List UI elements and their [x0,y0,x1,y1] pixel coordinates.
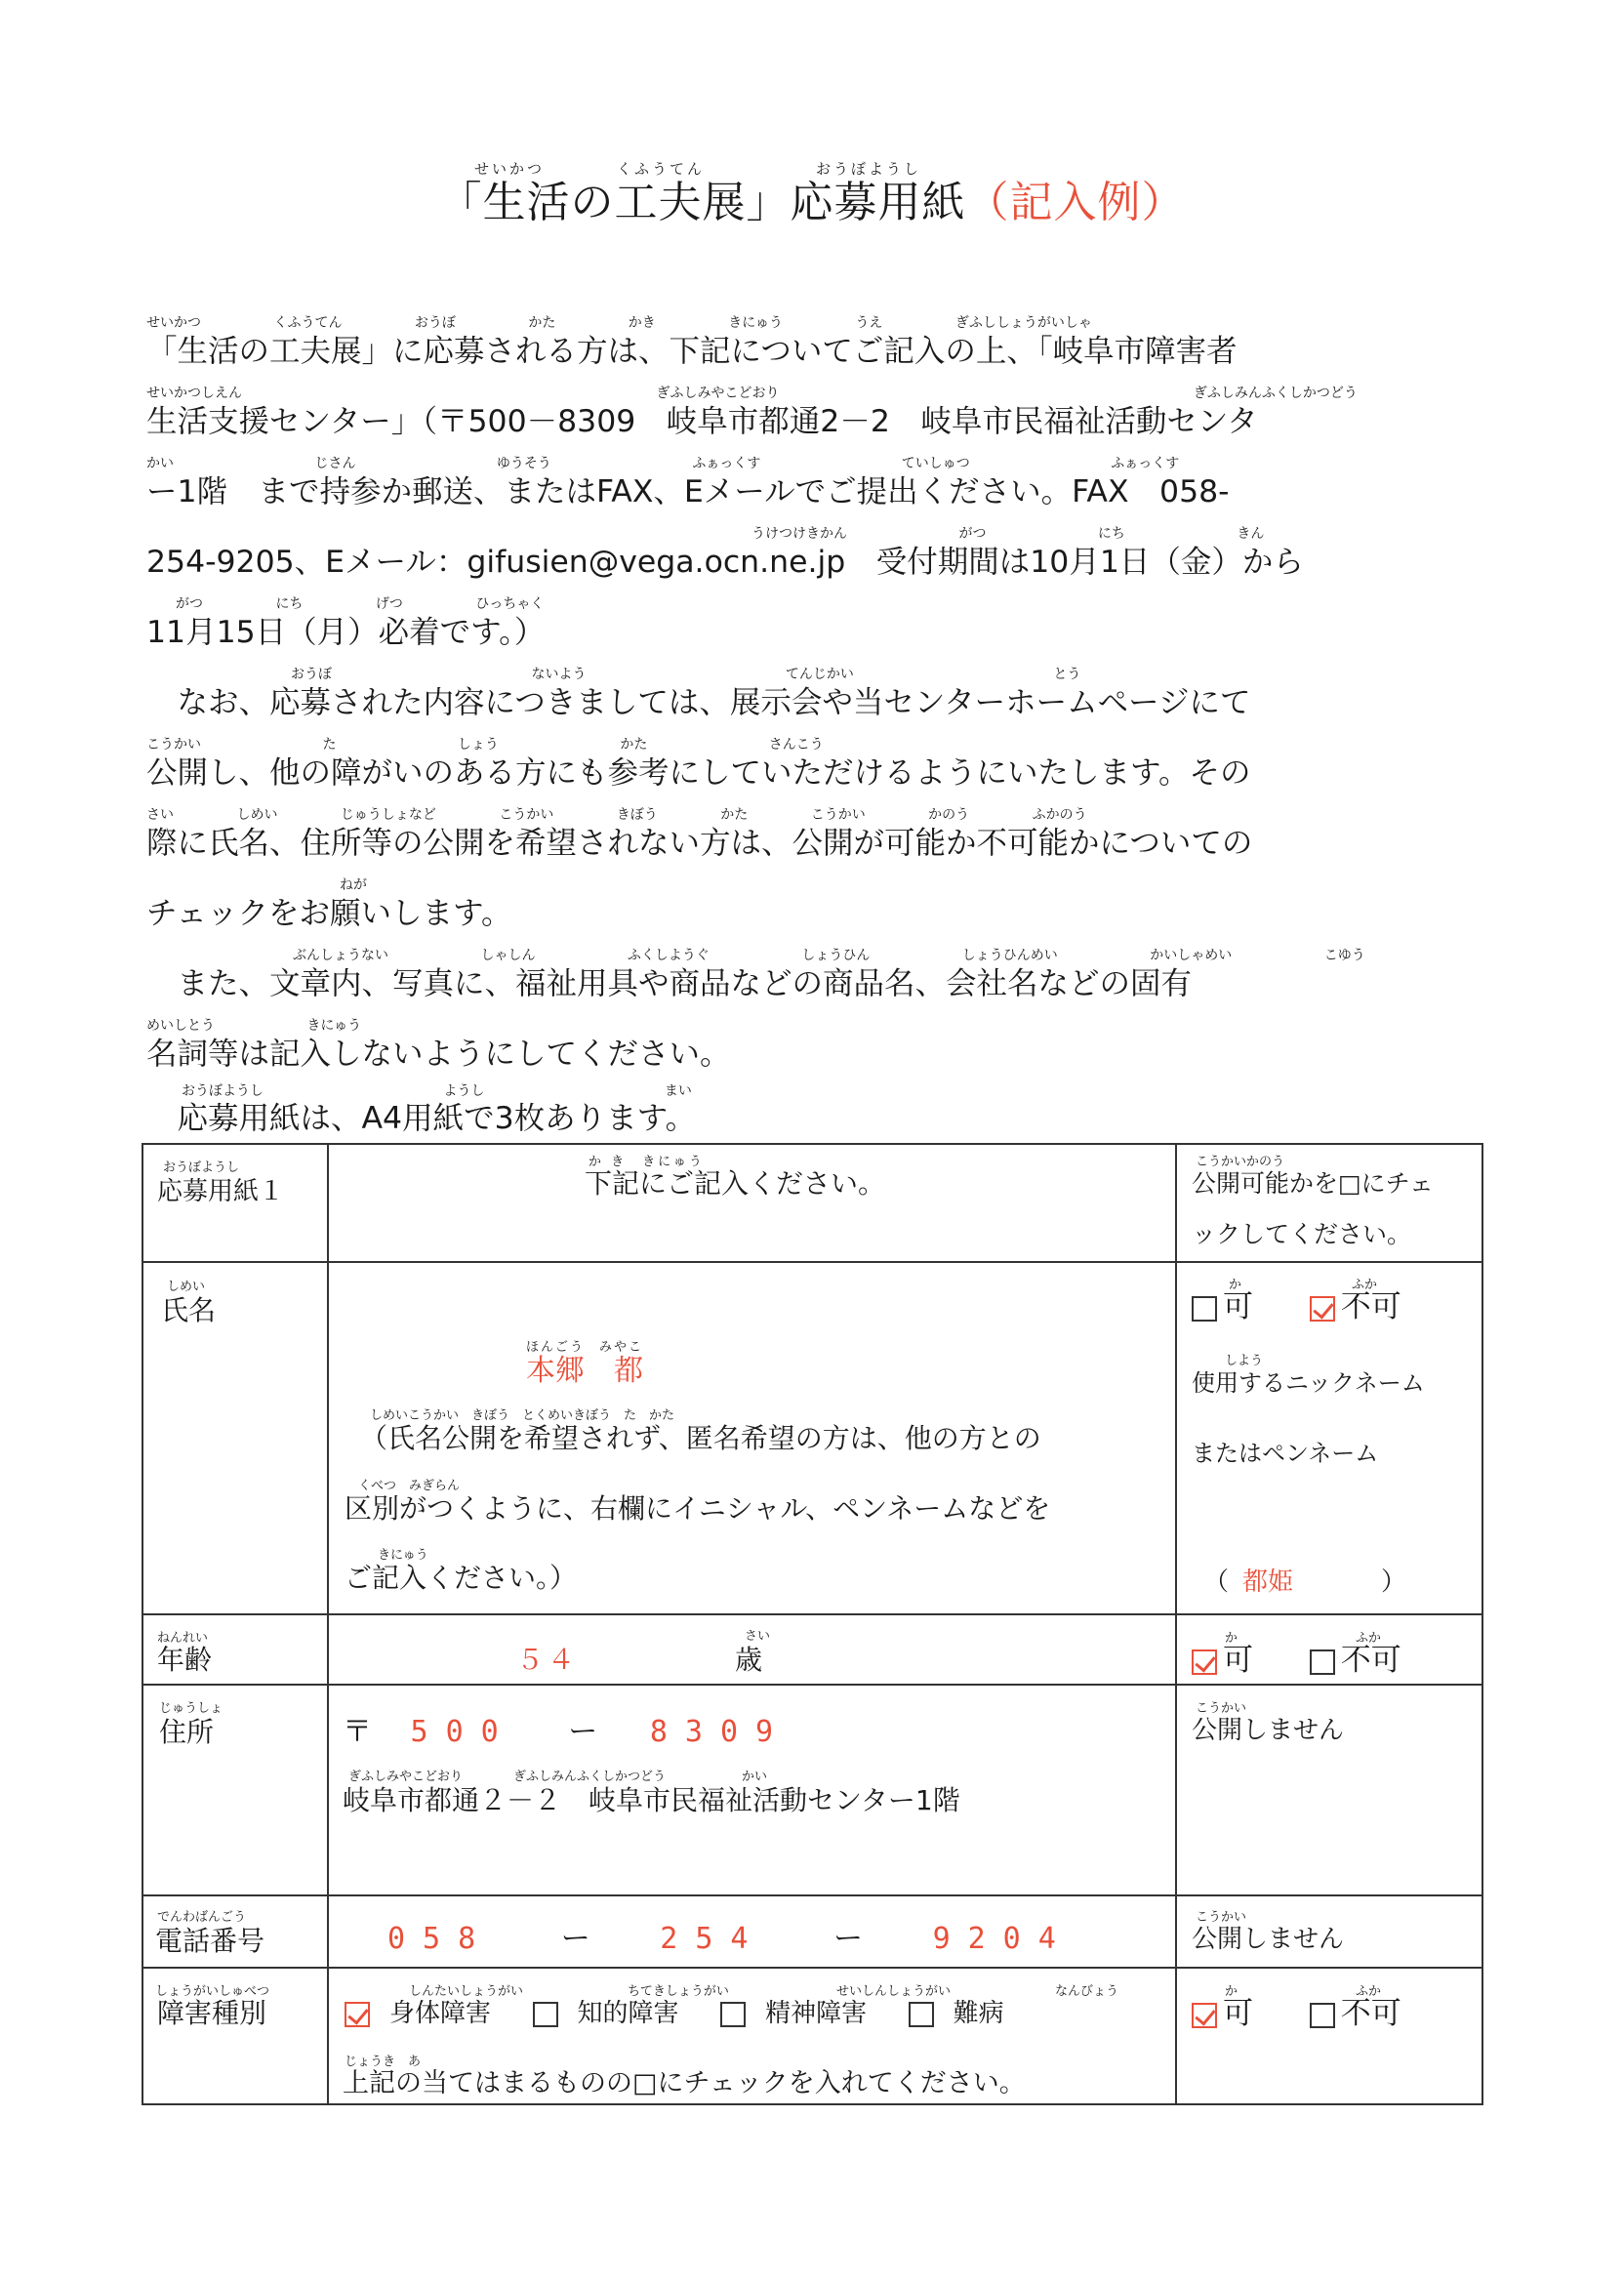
disability-opt1-furigana: しんたいしょうがい [409,1984,524,1999]
address-label-furigana: じゅうしょ [159,1701,223,1716]
row-divider [143,1684,1482,1686]
row-divider [143,1261,1482,1263]
intro-line-5: 11月15日（月）必着です。） [146,615,546,650]
name-value-furigana: ほんごう みやこ [526,1340,644,1355]
column-divider [327,1145,329,2103]
intro-line-8: 際に氏名、住所等の公開を希望されない方は、公開が可能か不可能かについての [146,826,1253,861]
intro-line-12: 応募用紙は、A4用紙で3枚あります。 [146,1101,697,1136]
disability-allow-checkbox[interactable] [1192,2003,1217,2028]
phone-label: 電話番号 [155,1925,265,1957]
age-deny-furigana: ふか [1356,1631,1382,1646]
furigana-row: こうかい た しょう かた さんこう [146,737,824,753]
header-col1: 応募用紙１ [157,1177,285,1206]
phone-part-3: 9204 [932,1922,1074,1956]
header-col3-line2: ックしてください。 [1192,1220,1412,1248]
age-deny-label: 不可 [1340,1643,1401,1678]
age-unit-furigana: さい [745,1629,771,1644]
name-note-line1: （氏名公開を希望されず、匿名希望の方は、他の方との [360,1422,1041,1454]
header-col2-furigana: か き きにゅう [589,1155,705,1169]
row-divider [143,1894,1482,1896]
furigana-row: さい しめい じゅうしょなど こうかい きぼう かた こうかい かのう ふかのう [146,807,1087,823]
nickname-label-line2: またはペンネーム [1192,1440,1379,1467]
intro-line-3: ー1階 まで持参か郵送、またはFAX、Eメールでご提出ください。FAX 058- [146,474,1230,509]
column-divider [1175,1145,1177,2103]
name-note-line2: 区別がつくように、右欄にイニシャル、ペンネームなどを [345,1492,1051,1525]
phone-public: 公開しません [1192,1925,1345,1954]
age-unit: 歳 [735,1644,763,1676]
nickname-label-line1: 使用するニックネーム [1192,1369,1425,1397]
disability-instruction-furigana: じょうき あ [345,2055,422,2069]
furigana-row: せいかつ くふうてん おうぼ かた かき きにゅう うえ ぎふししょうがいしゃ [146,315,1092,331]
nick-furigana: しよう [1225,1354,1264,1368]
postal-code-2: 8309 [649,1715,792,1749]
name-allow-checkbox[interactable] [1192,1296,1217,1322]
postal-mark: 〒 [343,1715,372,1749]
intro-line-10: また、文章内、写真に、福祉用具や商品などの商品名、会社名などの固有 [146,966,1193,1001]
address-label: 住所 [159,1716,215,1748]
disability-label-furigana: しょうがいしゅべつ [155,1984,270,1999]
name-note-furigana-1: しめいこうかい きぼう とくめいきぼう た かた [370,1408,675,1423]
title-example: （記入例） [965,178,1186,227]
intro-line-7: 公開し、他の障がいのある方にも参考にしていただけるようにいたします。その [146,755,1251,791]
age-allow-furigana: か [1225,1631,1238,1646]
name-note-furigana-2: くべつ みぎらん [358,1479,461,1493]
age-deny-checkbox[interactable] [1310,1649,1335,1675]
disability-permission [1192,1996,1401,2031]
disability-option-checkbox[interactable] [533,2002,558,2027]
intro-line-11: 名詞等は記入しないようにしてください。 [146,1037,731,1072]
name-allow-furigana: か [1229,1278,1242,1292]
name-note-line3: ご記入ください。） [345,1562,578,1594]
address-line[interactable]: 岐阜市都通２－２ 岐阜市民福祉活動センター1階 [343,1784,960,1816]
title-furigana-2: くふうてん [617,160,706,178]
phone-label-furigana: でんわばんごう [157,1910,247,1925]
furigana-row: うけつけきかん がつ にち きん [751,526,1265,542]
disability-opt2-furigana: ちてきしょうがい [628,1984,729,1999]
furigana-row: せいかつしえん ぎふしみやこどおり ぎふしみんふくしかつどう [146,386,1358,401]
age-label: 年齢 [157,1644,213,1676]
age-allow-label: 可 [1223,1643,1253,1678]
furigana-row: おうぼようし ようし まい [182,1083,692,1099]
postal-separator: ー [568,1715,598,1749]
disability-label: 障害種別 [157,1997,267,2029]
intro-line-1: 「生活の工夫展」に応募される方は、下記についてご記入の上、「岐阜市障害者 [146,334,1238,369]
furigana-row: ねが [340,877,367,893]
name-deny-furigana: ふか [1352,1278,1378,1292]
disability-instruction: 上記の当てはまるものの□にチェックを入れてください。 [343,2068,1026,2098]
furigana-row: かい じさん ゆうそう ふぁっくす ていしゅつ ふぁっくす [146,456,1180,471]
nickname-value: 都姫 [1242,1568,1294,1597]
phone-public-furigana: こうかい [1196,1910,1247,1925]
row-divider [143,1967,1482,1969]
disability-deny-checkbox[interactable] [1310,2003,1335,2028]
phone-part-2: 254 [660,1922,766,1956]
phone-separator-1: ー [560,1922,590,1956]
intro-line-9: チェックをお願いします。 [146,896,512,931]
intro-line-4: 254-9205、Eメール：gifusien@vega.ocn.ne.jp 受付期間は10月1日（金）から [146,545,1304,580]
disability-deny-label: 不可 [1340,1996,1401,2031]
disability-option-label: 難病 [953,1999,1004,2028]
header-col3-line1: 公開可能かを□にチェ [1192,1169,1434,1198]
disability-allow-furigana: か [1225,1984,1238,1999]
disability-opt3-furigana: せいしんしょうがい [836,1984,952,1999]
name-deny-checkbox[interactable] [1310,1296,1335,1322]
nick-open-paren: （ [1203,1568,1230,1597]
age-label-furigana: ねんれい [157,1631,209,1646]
disability-option-label: 知的障害 [577,1999,679,2028]
age-allow-checkbox[interactable] [1192,1649,1217,1675]
title-furigana-1: せいかつ [474,160,546,178]
age-value[interactable]: ５４ [516,1644,580,1676]
disability-opt4-furigana: なんびょう [1055,1984,1119,1999]
nickname-field[interactable] [1203,1565,1406,1600]
name-note-furigana-3: きにゅう [378,1548,428,1563]
disability-option-checkbox[interactable] [720,2002,746,2027]
nick-close-paren: ） [1381,1568,1407,1597]
intro-line-2: 生活支援センター」（〒500－8309 岐阜市都通2－2 岐阜市民福祉活動センタ [146,404,1258,439]
disability-option-checkbox[interactable] [909,2002,934,2027]
phone-part-1: 058 [387,1922,494,1956]
disability-option-checkbox[interactable] [345,2002,370,2027]
furigana-row: ぶんしょうない しゃしん ふくしようぐ しょうひん しょうひんめい かいしゃめい こゆう [293,948,1365,963]
disability-option-label: 精神障害 [765,1999,868,2028]
row-divider [143,1613,1482,1615]
header-col2: 下記にご記入ください。 [585,1167,886,1200]
name-permission [1192,1289,1401,1324]
phone-separator-2: ー [833,1922,864,1956]
name-deny-label: 不可 [1340,1289,1401,1324]
name-value[interactable]: 本郷 都 [526,1354,643,1388]
postal-code-1: 500 [410,1715,516,1749]
address-line-furigana: ぎふしみやこどおり ぎふしみんふくしかつどう かい [348,1770,768,1784]
header-col3-furigana: こうかいかのう [1196,1155,1285,1169]
furigana-row: めいしとう きにゅう [146,1018,362,1034]
furigana-row: おうぼ ないよう てんじかい とう [291,667,1081,682]
page-title [0,174,1624,232]
disability-options [345,1996,1004,2031]
disability-deny-furigana: ふか [1356,1984,1382,1999]
postal-code[interactable] [343,1715,791,1750]
name-label: 氏名 [161,1294,217,1326]
disability-option-label: 身体障害 [389,1999,492,2028]
age-permission [1192,1643,1401,1678]
intro-line-6: なお、応募された内容につきましては、展示会や当センターホームページにて [146,685,1251,720]
name-label-furigana: しめい [167,1280,206,1294]
title-main: 「生活の工夫展」応募用紙 [438,178,966,227]
name-allow-label: 可 [1223,1289,1253,1324]
address-public-furigana: こうかい [1196,1701,1247,1716]
phone-number[interactable] [387,1922,1074,1957]
address-public: 公開しません [1192,1716,1345,1745]
furigana-row: がつ にち げつ ひっちゃく [176,596,545,612]
header-col1-furigana: おうぼようし [163,1160,240,1175]
application-form-table [142,1143,1483,2105]
title-furigana-3: おうぼようし [816,160,922,178]
disability-allow-label: 可 [1223,1996,1253,2031]
